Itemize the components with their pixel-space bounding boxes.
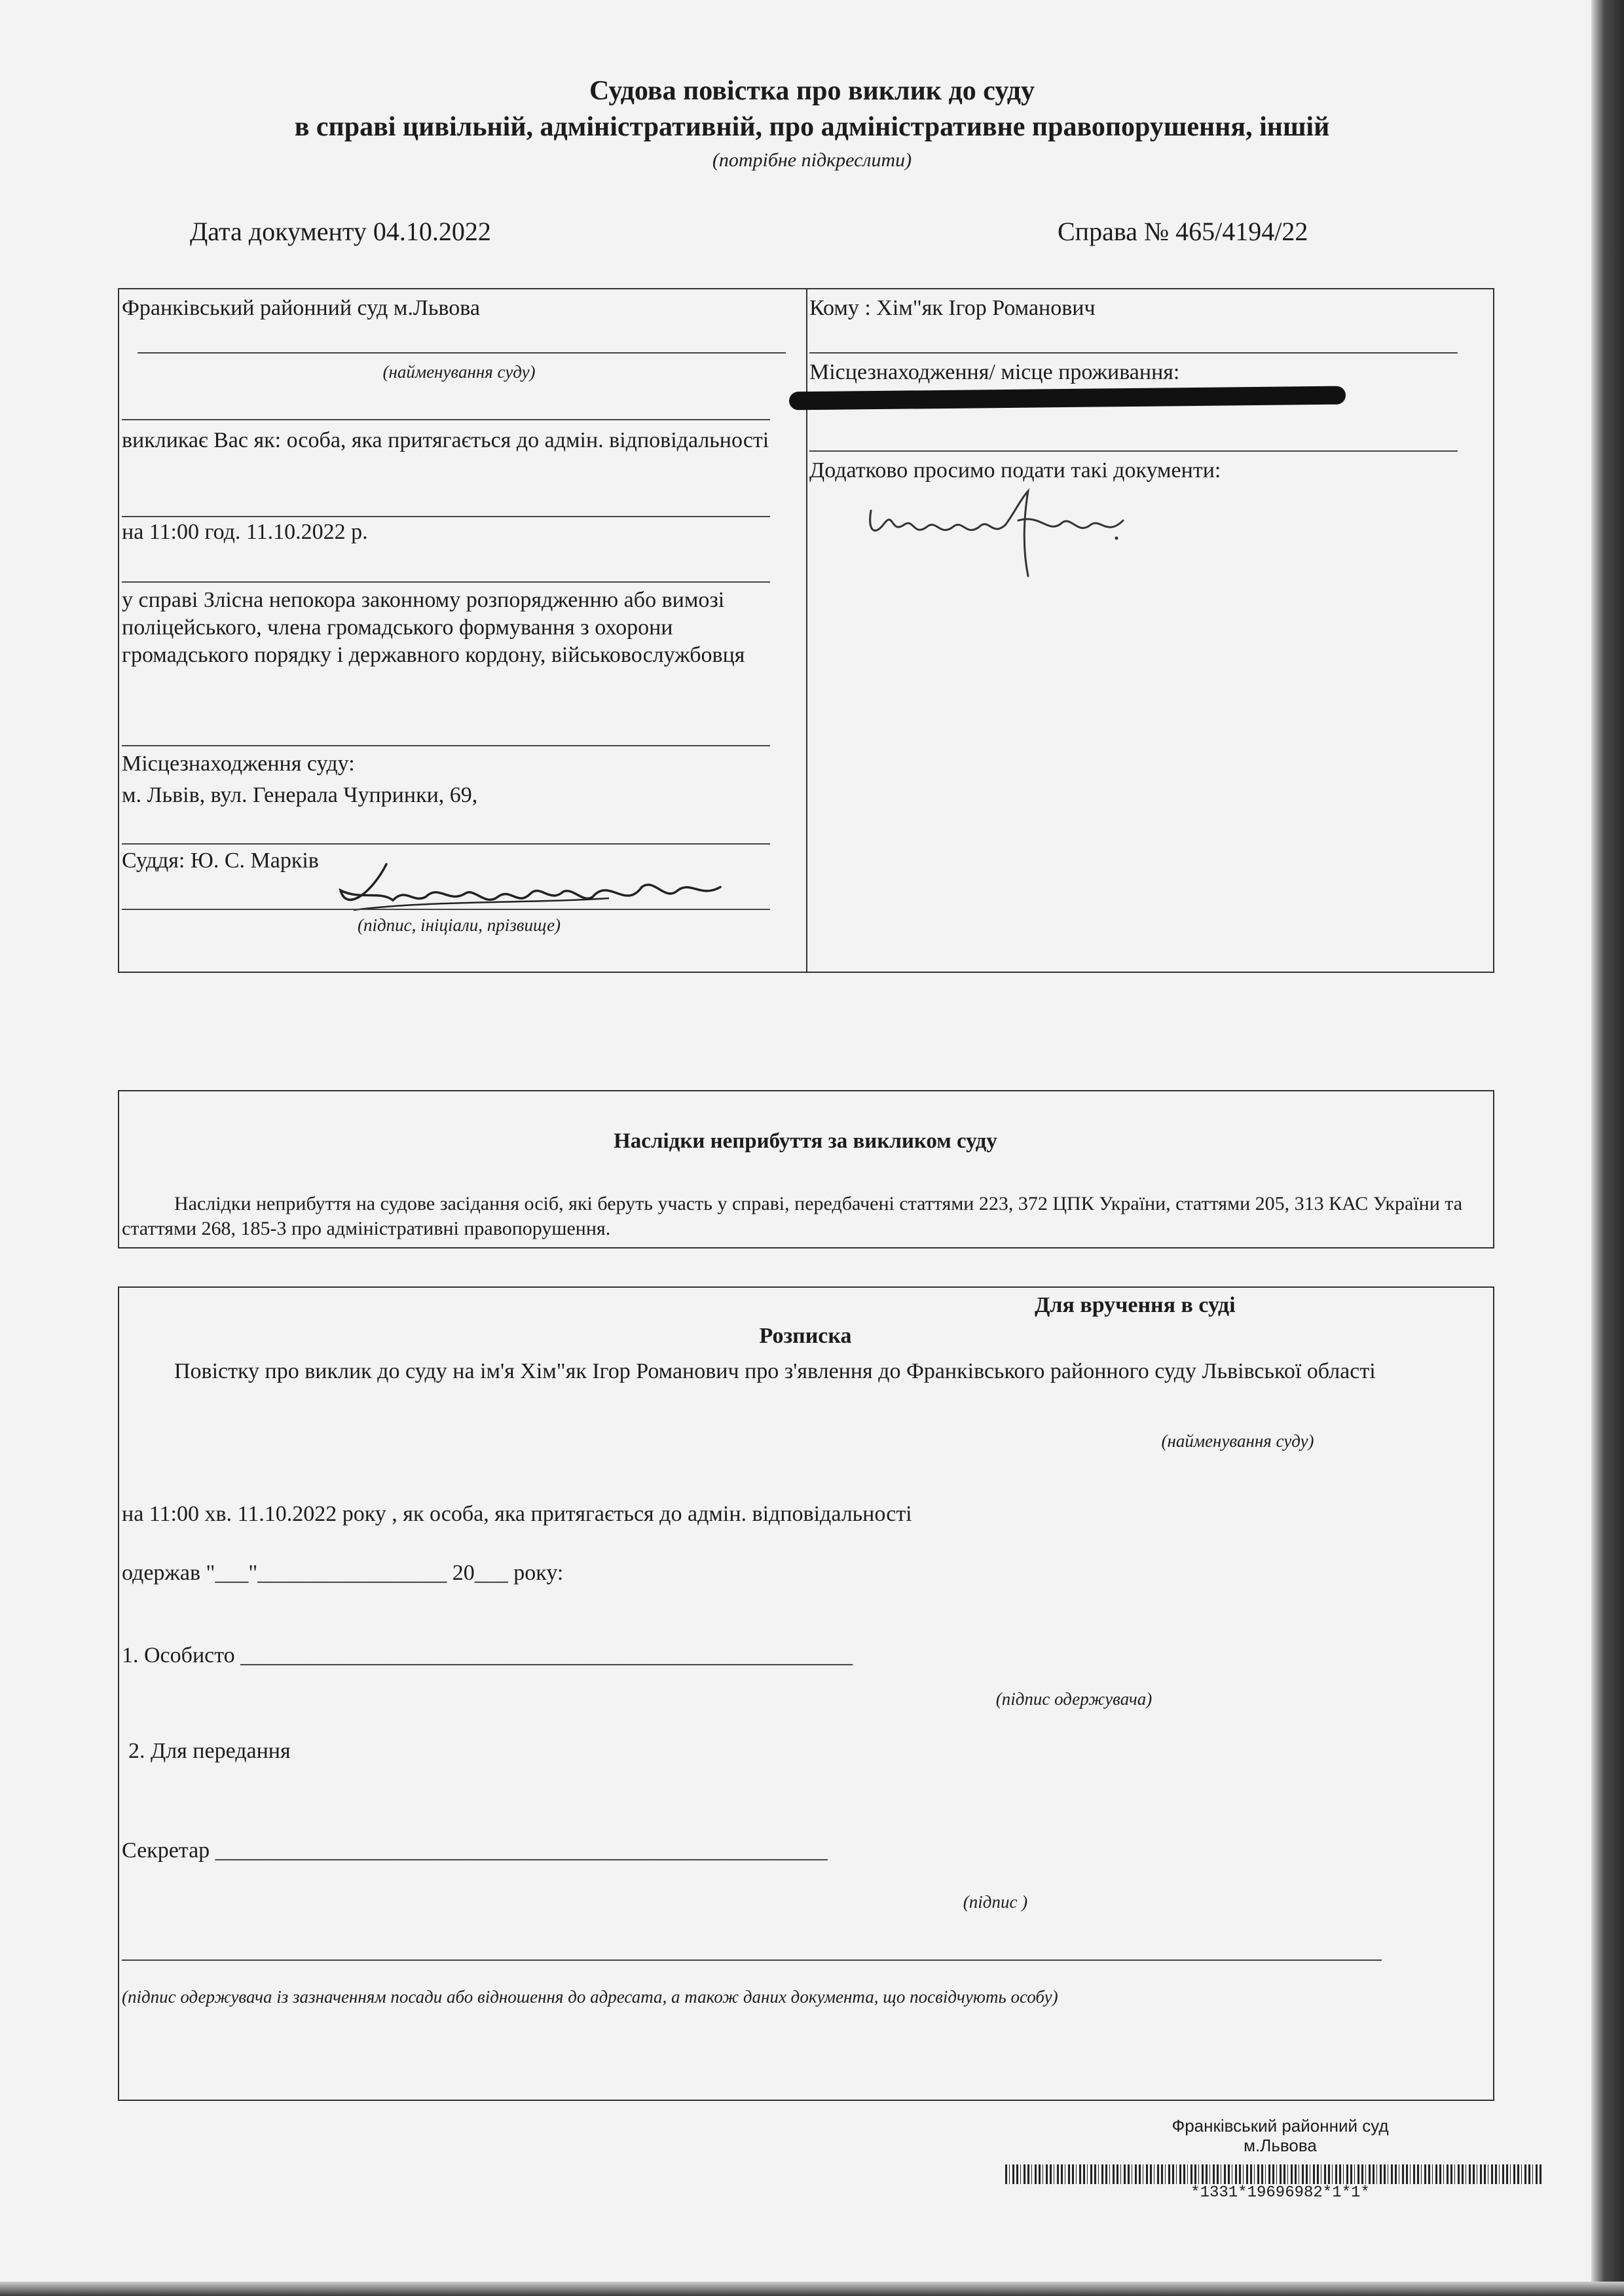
residence-label: Місцезнаходження/ місце проживання: bbox=[809, 360, 1180, 384]
recipient-name: Кому : Хім"як Ігор Романович bbox=[809, 296, 1096, 320]
scan-edge bbox=[1591, 0, 1624, 2296]
recipient-caption: (підпис одержувача) bbox=[995, 1689, 1153, 1709]
rule-1 bbox=[138, 352, 786, 354]
case-number bbox=[1058, 216, 1308, 247]
rule-3 bbox=[122, 516, 770, 517]
rule-receipt bbox=[122, 1959, 1382, 1961]
rule-7 bbox=[122, 909, 770, 910]
role-text: викликає Вас як: особа, яка притягається до адмін. відповідальності bbox=[122, 428, 769, 452]
summons-divider bbox=[806, 288, 807, 972]
consequences-heading: Наслідки неприбуття за викликом суду bbox=[614, 1129, 997, 1153]
time-text: на 11:00 год. 11.10.2022 р. bbox=[122, 520, 368, 544]
rule-4 bbox=[122, 581, 770, 583]
signature-caption: (підпис, ініціали, прізвище) bbox=[357, 915, 561, 935]
barcode-code: *1331*19696982*1*1* bbox=[1190, 2184, 1370, 2202]
receipt-time-line: на 11:00 хв. 11.10.2022 року , як особа, яка притягається до адмін. відповідальності bbox=[122, 1502, 912, 1526]
receipt-box bbox=[118, 1286, 1494, 2101]
rule-2 bbox=[122, 419, 770, 420]
consequences-body: Наслідки неприбуття на судове засідання осіб, які беруть участь у справі, передбачені статтями 223, 372 ЦПК України, статтями 205, 313 КАС України та статтями 268, 185-3 про адміністративні правопорушення. bbox=[122, 1193, 1463, 1239]
rule-5 bbox=[122, 745, 770, 746]
court-stamp bbox=[1061, 2116, 1500, 2155]
barcode bbox=[1005, 2164, 1542, 2184]
docs-label: Додатково просимо подати такі документи: bbox=[809, 458, 1221, 483]
judge-signature bbox=[334, 851, 740, 923]
for-court-label: Для вручення в суді bbox=[1035, 1293, 1236, 1317]
court-name: Франківський районний суд м.Львова bbox=[122, 296, 480, 320]
judge-text: Суддя: Ю. С. Марків bbox=[122, 848, 319, 873]
rule-r2 bbox=[809, 450, 1458, 452]
personally-line: 1. Особисто _______________________________________________________ bbox=[122, 1643, 853, 1667]
receipt-court-caption: (найменування суду) bbox=[1161, 1431, 1314, 1451]
subtitle: (потрібне підкреслити) bbox=[712, 149, 912, 171]
rule-r1 bbox=[809, 352, 1458, 354]
handwritten-note bbox=[864, 484, 1139, 583]
case-value: 465/4194/22 bbox=[1175, 217, 1308, 246]
secretary-line: Секретар _______________________________________________________ bbox=[122, 1838, 828, 1863]
case-text: у справі Злісна непокора законному розпорядженню або вимозі поліцейського, члена громадського формування з охорони громадського порядку і державного кордону, військовослужбовця bbox=[122, 588, 745, 667]
received-line: одержав "___"_________________ 20___ року: bbox=[122, 1561, 564, 1585]
stamp-line2: м.Львова bbox=[1244, 2136, 1317, 2155]
secretary-signature-caption: (підпис ) bbox=[963, 1892, 1028, 1912]
rule-6 bbox=[122, 843, 770, 845]
stamp-line1: Франківський районний суд bbox=[1172, 2116, 1389, 2136]
for-transfer-line: 2. Для передання bbox=[128, 1739, 291, 1763]
court-caption: (найменування суду) bbox=[382, 362, 536, 382]
date-label: Дата документу bbox=[190, 217, 367, 246]
location-label: Місцезнаходження суду: bbox=[122, 752, 355, 776]
date-value: 04.10.2022 bbox=[373, 217, 491, 246]
receipt-heading: Розписка bbox=[759, 1324, 852, 1348]
receipt-body: Повістку про виклик до суду на ім'я Хім"як Ігор Романович про з'явлення до Франківського районного суду Львівської області bbox=[174, 1359, 1376, 1383]
title-line1: Судова повістка про виклик до суду bbox=[589, 76, 1035, 106]
document-date bbox=[190, 216, 491, 247]
title-line2: в справі цивільній, адміністративній, про адміністративне правопорушення, іншій bbox=[294, 112, 1330, 142]
receipt-footer-caption: (підпис одержувача із зазначенням посади або відношення до адресата, а також даних документа, що посвідчують особу) bbox=[122, 1987, 1058, 2007]
location-value: м. Львів, вул. Генерала Чупринки, 69, bbox=[122, 783, 478, 807]
case-label: Справа № bbox=[1058, 217, 1170, 246]
scan-bottom-edge bbox=[0, 2282, 1624, 2296]
